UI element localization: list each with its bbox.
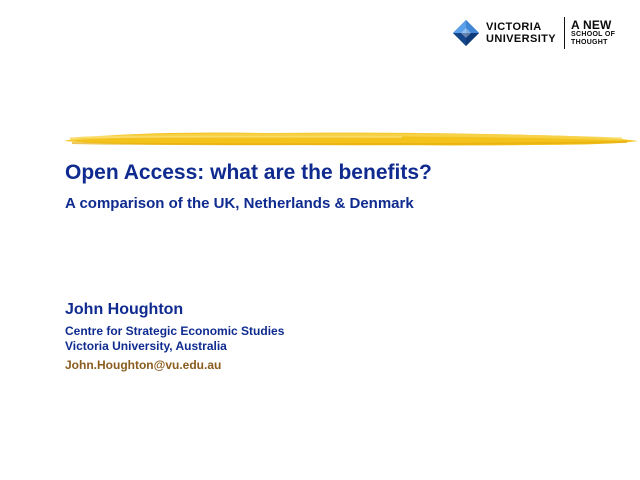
logo-tag-line2: SCHOOL OF — [571, 31, 616, 38]
victoria-university-diamond-icon — [452, 19, 480, 47]
author-name: John Houghton — [65, 301, 184, 318]
slide-subtitle: A comparison of the UK, Netherlands & Denmark — [65, 195, 414, 212]
slide-title: Open Access: what are the benefits? — [65, 161, 432, 184]
logo-divider — [564, 17, 565, 49]
logo-name-line1: VICTORIA — [486, 21, 542, 33]
affiliation-line2: Victoria University, Australia — [65, 339, 227, 353]
highlight-brush-stroke — [62, 124, 640, 154]
logo-tagline — [571, 19, 615, 47]
author-affiliation — [65, 324, 284, 354]
logo-tag-line3: THOUGHT — [571, 39, 608, 46]
affiliation-line1: Centre for Strategic Economic Studies — [65, 324, 285, 338]
logo-university-name — [486, 21, 556, 45]
victoria-university-logo — [452, 16, 615, 50]
author-email-link[interactable]: John.Houghton@vu.edu.au — [65, 358, 222, 372]
logo-name-line2: UNIVERSITY — [486, 33, 557, 45]
logo-tag-line1: A NEW — [571, 18, 612, 32]
